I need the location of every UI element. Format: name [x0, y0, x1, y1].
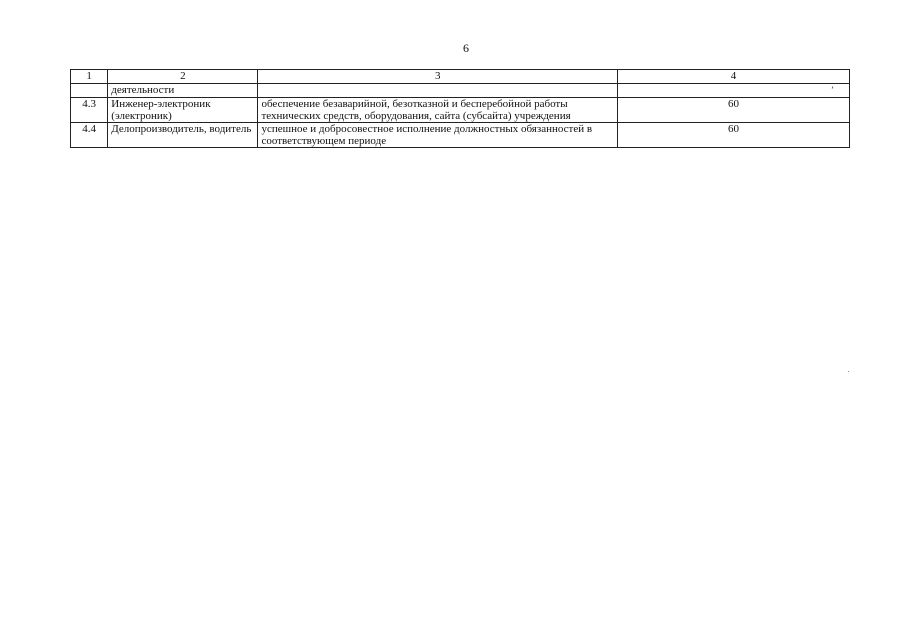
table-row	[71, 123, 850, 148]
position-cell: Делопроизводитель, водитель	[108, 123, 258, 148]
description-cell	[258, 84, 617, 98]
header-cell-4: 4	[617, 70, 849, 84]
header-cell-2: 2	[108, 70, 258, 84]
scan-mark: ʼ	[831, 85, 834, 95]
value-cell: 60	[617, 98, 849, 123]
table-row-continuation	[71, 84, 850, 98]
header-cell-3: 3	[258, 70, 617, 84]
table-row	[71, 98, 850, 123]
table-header-row	[71, 70, 850, 84]
position-cell: Инженер-электроник (электроник)	[108, 98, 258, 123]
row-number-cell: 4.3	[71, 98, 108, 123]
position-cell: деятельности	[108, 84, 258, 98]
description-cell: обеспечение безаварийной, безотказной и бесперебойной работы технических средств, оборудования, сайта (субсайта) учреждения	[258, 98, 617, 123]
value-cell	[617, 84, 849, 98]
row-number-cell: 4.4	[71, 123, 108, 148]
scan-dot	[848, 371, 849, 372]
row-number-cell	[71, 84, 108, 98]
header-cell-1: 1	[71, 70, 108, 84]
value-cell: 60	[617, 123, 849, 148]
description-cell: успешное и добросовестное исполнение должностных обязанностей в соответствующем периоде	[258, 123, 617, 148]
criteria-table	[70, 69, 850, 148]
page-number: 6	[463, 41, 469, 55]
